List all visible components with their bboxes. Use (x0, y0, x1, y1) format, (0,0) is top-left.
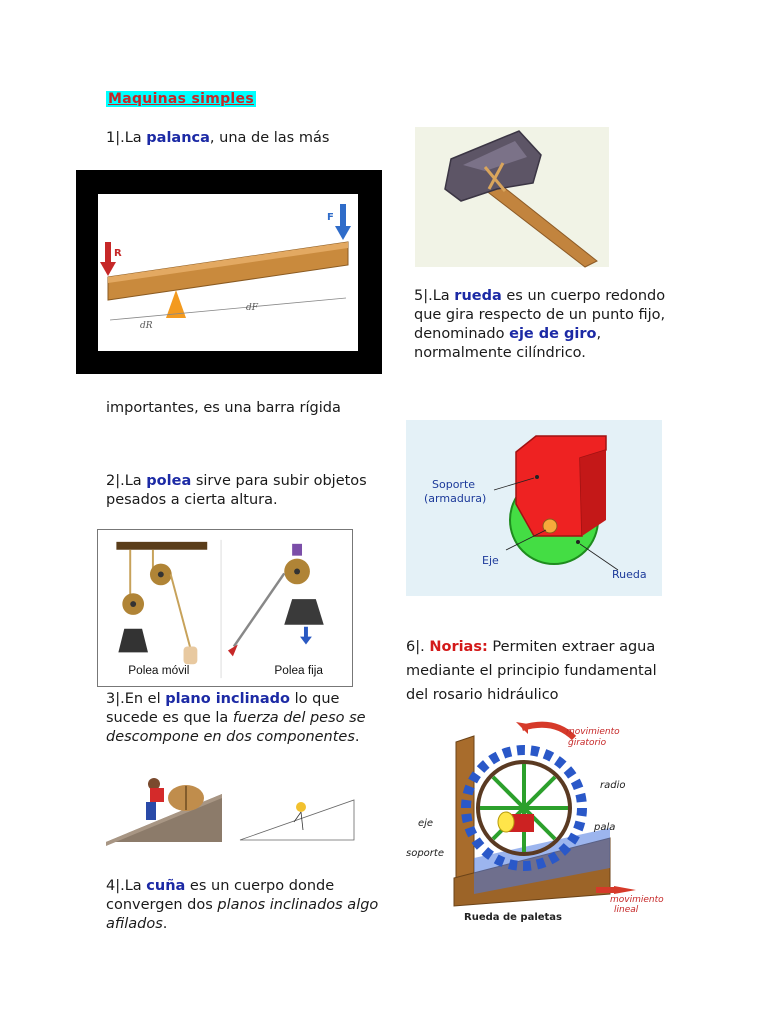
noria-mov-lineal-1: movimiento (610, 895, 664, 905)
noria-paragraph-line3: del rosario hidráulico (406, 687, 559, 703)
wheel-figure (406, 420, 662, 596)
plane-line2-italic: fuerza del peso se (232, 710, 366, 726)
wheel-soporte-label: Soporte (432, 478, 476, 491)
wheel-rueda-label: Rueda (612, 568, 647, 581)
pulley-prefix: 2|.La (106, 473, 147, 489)
pulley-caption-fija: Polea fija (274, 663, 324, 678)
wheel-eje-label: Eje (482, 554, 499, 567)
wedge-line3-end: . (162, 916, 168, 932)
wheel-paragraph-line4: normalmente cilíndrico. (414, 345, 586, 361)
wedge-paragraph-line3 (106, 915, 167, 934)
wedge-paragraph-line2 (106, 896, 378, 915)
noria-mov-giratorio-2: giratorio (568, 738, 607, 748)
wheel-armadura-label: (armadura) (424, 492, 487, 505)
lever-rest: , una de las más (209, 130, 330, 146)
plane-rest: lo que (290, 691, 340, 707)
pulley-keyword: polea (146, 473, 192, 489)
wheel-rest: es un cuerpo redondo (501, 288, 666, 304)
wheel-line3-end: , (596, 326, 602, 342)
noria-paragraph-line2: mediante el principio fundamental (406, 663, 657, 679)
plane-paragraph-line2 (106, 709, 366, 728)
wheel-paragraph-line2: que gira respecto de un punto fijo, (414, 307, 666, 323)
wedge-prefix: 4|.La (106, 878, 147, 894)
lever-dr-label: dR (140, 321, 153, 331)
noria-figure (404, 718, 664, 928)
lever-figure (76, 170, 382, 374)
plane-keyword: plano inclinado (165, 691, 290, 707)
wedge-keyword: cuña (146, 878, 186, 894)
noria-keyword: Norias: (429, 639, 488, 655)
lever-prefix: 1|.La (106, 130, 147, 146)
pulley-figure (97, 529, 353, 687)
noria-mov-lineal-2: lineal (614, 905, 639, 915)
noria-paragraph-line1 (406, 636, 655, 658)
wheel-line3-plain: denominado (414, 326, 510, 342)
wedge-line3-italic: afilados (106, 916, 163, 932)
page-title: Maquinas simples (108, 91, 254, 107)
noria-rest: Permiten extraer agua (487, 639, 656, 655)
noria-radio-label: radio (600, 780, 626, 791)
plane-line2-plain: sucede es que la (106, 710, 233, 726)
pulley-paragraph-line1 (106, 472, 367, 491)
lever-paragraph-start (106, 129, 329, 148)
pulley-paragraph-line2: pesados a cierta altura. (106, 492, 278, 508)
axe-figure (415, 127, 609, 267)
noria-mov-giratorio-1: movimiento (566, 727, 620, 737)
wheel-line3-keyword: eje de giro (509, 326, 597, 342)
noria-eje-label: eje (418, 818, 434, 829)
noria-caption: Rueda de paletas (464, 912, 563, 923)
pulley-caption-movil: Polea móvil (128, 663, 190, 678)
wheel-prefix: 5|.La (414, 288, 455, 304)
plane-prefix: 3|.En el (106, 691, 166, 707)
wheel-keyword: rueda (454, 288, 502, 304)
noria-soporte-label: soporte (406, 848, 444, 859)
wheel-paragraph-line3 (414, 325, 601, 344)
lever-r-label: R (114, 248, 122, 259)
plane-line3-end: . (354, 729, 360, 745)
lever-continuation: importantes, es una barra rígida (106, 400, 341, 416)
lever-keyword: palanca (146, 130, 210, 146)
wheel-paragraph-line1 (414, 287, 665, 306)
noria-prefix: 6|. (406, 639, 430, 655)
noria-pala-label: pala (594, 822, 616, 833)
wedge-line2-italic: planos inclinados algo (217, 897, 379, 913)
wedge-line2-plain: convergen dos (106, 897, 218, 913)
wedge-paragraph-line1 (106, 877, 334, 896)
plane-paragraph-line3 (106, 728, 360, 747)
plane-paragraph-line1 (106, 690, 339, 709)
wedge-rest: es un cuerpo donde (185, 878, 335, 894)
plane-line3-italic: descompone en dos componentes (106, 729, 355, 745)
pulley-rest: sirve para subir objetos (191, 473, 367, 489)
inclined-plane-figure (106, 764, 360, 856)
lever-f-label: F (327, 212, 334, 223)
lever-df-label: dF (246, 303, 259, 313)
